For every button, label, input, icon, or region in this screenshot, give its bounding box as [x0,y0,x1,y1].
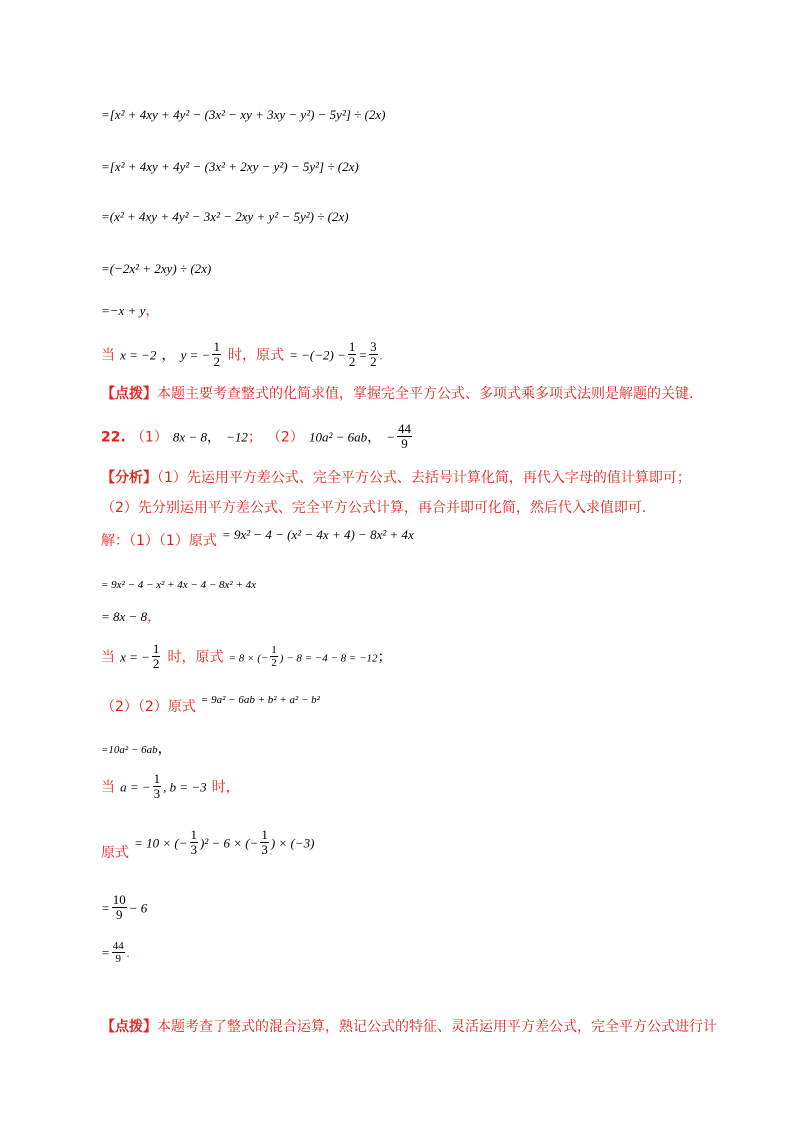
equals: = [101,900,110,916]
comma: ， [161,347,176,364]
dianbo-note-1 [101,387,693,401]
fraction-three-halves: $\frac{3}{2}$ [370,339,377,370]
solution-line-1 [101,527,414,549]
analysis-text-2: （2）先分别运用平方差公式、完全平方公式计算，再合并即可化简，然后代入求值即可. [101,500,647,516]
fraction-ten-ninths: $\frac{10}{9}$ [112,892,126,923]
answer-2b-sign: − [386,429,395,445]
evaluation-expression-c: = 10 × (− [134,835,188,851]
result-expression: =−x + y [101,303,146,318]
then-label: 时， [211,779,240,796]
y-value: y = − [180,347,211,363]
solution-line-2: = 9x² − 4 − x² + 4x − 4 − 8x² + 4x [101,579,257,591]
derivation-line-1: =[x² + 4xy + 4y² − (3x² − xy + 3xy − y²) − 5y²] ÷ (2x) [101,107,386,122]
part-1-label: （1） [130,429,168,446]
solution-line-6 [101,740,172,756]
question-number: 22. [101,429,126,446]
evaluation-expression-a: = 8 × (− [228,652,269,665]
answer-1a: 8x − 8 [172,429,207,445]
derivation-line-3: =(x² + 4xy + 4y² − 3x² − 2xy + y² − 5y²) ÷ (2x) [101,209,349,224]
answer-2b-fraction: $\frac{44}{9}$ [398,421,411,452]
period: . [379,347,383,363]
original-label: 原式 [101,845,129,862]
dianbo-text: 本题主要考查整式的化简求值，掌握完全平方公式、多项式乘多项式法则是解题的关键. [157,386,694,402]
comma: ， [157,741,172,757]
derivation-line-4: =(−2x² + 2xy) ÷ (2x) [101,261,212,276]
dianbo-text: 本题考查了整式的混合运算，熟记公式的特征、灵活运用平方差公式，完全平方公式进行计 [157,1019,717,1035]
x-value: x = − [120,649,150,665]
analysis-line-2 [101,501,646,515]
a-value: a = − [120,779,151,795]
dianbo-tag: 【点拨】 [101,1019,157,1035]
comma: ， [147,609,162,625]
fraction-final: $\frac{44}{9}$ [112,940,124,966]
derivation-line-2: =[x² + 4xy + 4y² − (3x² + 2xy − y²) − 5y²] ÷ (2x) [101,159,359,174]
fraction-third-2: $\frac{1}{3}$ [190,827,197,858]
solution-label: 解：（1）（1）原式 [101,533,217,549]
fraction-half-2: $\frac{1}{2}$ [348,339,356,370]
substitution-line-1 [101,340,383,370]
dianbo-tag: 【点拨】 [101,386,157,402]
part-2-solution-label: （2）（2）原式 [101,699,196,715]
evaluation-expression: = −(−2) − [289,347,346,363]
separator: ， [367,429,382,446]
part-2-label: （2） [266,429,304,446]
analysis-tag: 【分析】 [101,470,157,486]
answer-1b: −12 [226,429,248,445]
solution-line-9 [101,893,147,923]
solution-line-3 [101,608,161,624]
evaluation-expression-b: ) − 8 = −4 − 8 = −12 [279,652,378,665]
evaluation-expression-d: )² − 6 × (− [200,835,259,851]
semicolon: ； [377,649,392,666]
period: . [126,945,131,961]
solution-expr-5: =10a² − 6ab [101,744,158,756]
derivation-line-5 [101,302,159,318]
solution-line-10 [101,940,130,965]
x-value: x = −2 [120,347,157,363]
evaluation-expression-e: ) × (−3) [270,835,315,851]
answer-2a: 10a² − 6ab [308,429,368,445]
solution-expr-4: = 9a² − 6ab + b² + a² − b² [200,694,320,706]
solution-line-5 [101,690,320,715]
separator: ； [247,429,262,446]
solution-line-7 [101,772,240,802]
fraction-third: $\frac{1}{3}$ [153,771,161,802]
dianbo-note-2 [101,1020,717,1034]
when-label: 当 [101,347,115,364]
result-comma: ， [145,303,160,319]
solution-expr-3: = 8x − 8 [101,609,148,624]
when-label: 当 [101,649,115,666]
then-original-label: 时，原式 [167,649,224,666]
solution-line-4 [101,642,392,672]
analysis-line-1 [101,471,691,485]
separator: ， [206,429,221,446]
fraction-half: $\frac{1}{2}$ [152,641,160,672]
then-original-label: 时，原式 [228,347,285,364]
fraction-third-3: $\frac{1}{3}$ [261,827,268,858]
question-22-answer [101,422,414,452]
b-value: , b = −3 [163,779,207,795]
equals: = [358,347,368,363]
solution-expr-1: = 9x² − 4 − (x² − 4x + 4) − 8x² + 4x [221,527,414,542]
solution-line-8 [101,827,315,862]
fraction-half-3: $\frac{1}{2}$ [271,644,277,670]
when-label: 当 [101,779,115,796]
fraction-half: $\frac{1}{2}$ [213,339,220,370]
equals: = [101,945,110,961]
analysis-text-1: （1）先运用平方差公式、完全平方公式、去括号计算化简，再代入字母的值计算即可； [157,470,691,486]
minus-six: − 6 [128,900,148,916]
